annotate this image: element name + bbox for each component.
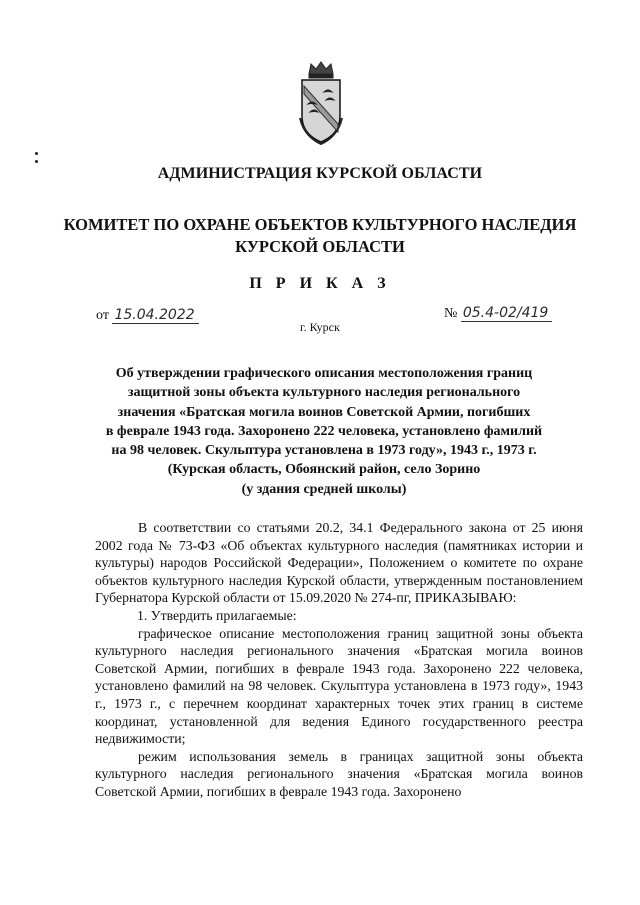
body-paragraph: графическое описание местоположения границ защитной зоны объекта культурного наследия регионального значения «Братская могила воинов Советской Армии, погибших в феврале 1943 года. Захоронено 222 человека, установлено фамилий на 98 человек. Скульптура установлена в 1973 году», 1943 г., 1973 г., с перечнем координат характерных точек этих границ в системе координат, установленной для ведения Единого государственного реестра недвижимости; bbox=[95, 625, 583, 747]
city-label: г. Курск bbox=[300, 320, 340, 334]
order-date bbox=[96, 307, 199, 324]
margin-mark bbox=[35, 160, 38, 163]
number-value: 05.4-02/419 bbox=[461, 305, 552, 322]
committee-title bbox=[0, 214, 640, 258]
committee-title-line2: КУРСКОЙ ОБЛАСТИ bbox=[235, 237, 405, 256]
subject-line: в феврале 1943 года. Захоронено 222 человека, установлено фамилий bbox=[105, 423, 543, 439]
margin-mark bbox=[35, 152, 38, 155]
subject-line: значения «Братская могила воинов Советской Армии, погибших bbox=[117, 404, 531, 420]
coat-of-arms-emblem bbox=[294, 60, 348, 146]
document-type: П Р И К А З bbox=[249, 275, 391, 292]
subject-line: (Курская область, Обоянский район, село Зорино bbox=[167, 462, 481, 478]
order-body bbox=[95, 519, 583, 801]
number-prefix: № bbox=[444, 306, 458, 321]
body-paragraph: режим использования земель в границах защитной зоны объекта культурного наследия регионального значения «Братская могила воинов Советской Армии, погибших в феврале 1943 года. Захоронено bbox=[95, 748, 583, 799]
administration-title: АДМИНИСТРАЦИЯ КУРСКОЙ ОБЛАСТИ bbox=[157, 165, 483, 182]
subject-line: на 98 человек. Скульптура установлена в 1973 году», 1943 г., 1973 г. bbox=[111, 443, 537, 459]
order-item-1: 1. Утвердить прилагаемые: bbox=[137, 607, 297, 623]
order-subject bbox=[92, 364, 556, 499]
date-value: 15.04.2022 bbox=[112, 307, 198, 324]
subject-line: (у здания средней школы) bbox=[241, 481, 407, 497]
subject-line: Об утверждении графического описания местоположения границ bbox=[115, 366, 533, 381]
committee-title-line1: КОМИТЕТ ПО ОХРАНЕ ОБЪЕКТОВ КУЛЬТУРНОГО НАСЛЕДИЯ bbox=[63, 215, 577, 234]
preamble-paragraph: В соответствии со статьями 20.2, 34.1 Федерального закона от 25 июня 2002 года № 73-ФЗ «Об объектах культурного наследия (памятниках истории и культуры) народов Российской Федерации», Положением о комитете по охране объектов культурного наследия Курской области, утвержденным постановлением Губернатора Курской области от 15.09.2020 № 274-пг, ПРИКАЗЫВАЮ: bbox=[95, 520, 583, 606]
date-prefix: от bbox=[96, 308, 109, 323]
order-number bbox=[444, 305, 552, 322]
subject-line: защитной зоны объекта культурного наследия регионального bbox=[127, 385, 521, 401]
